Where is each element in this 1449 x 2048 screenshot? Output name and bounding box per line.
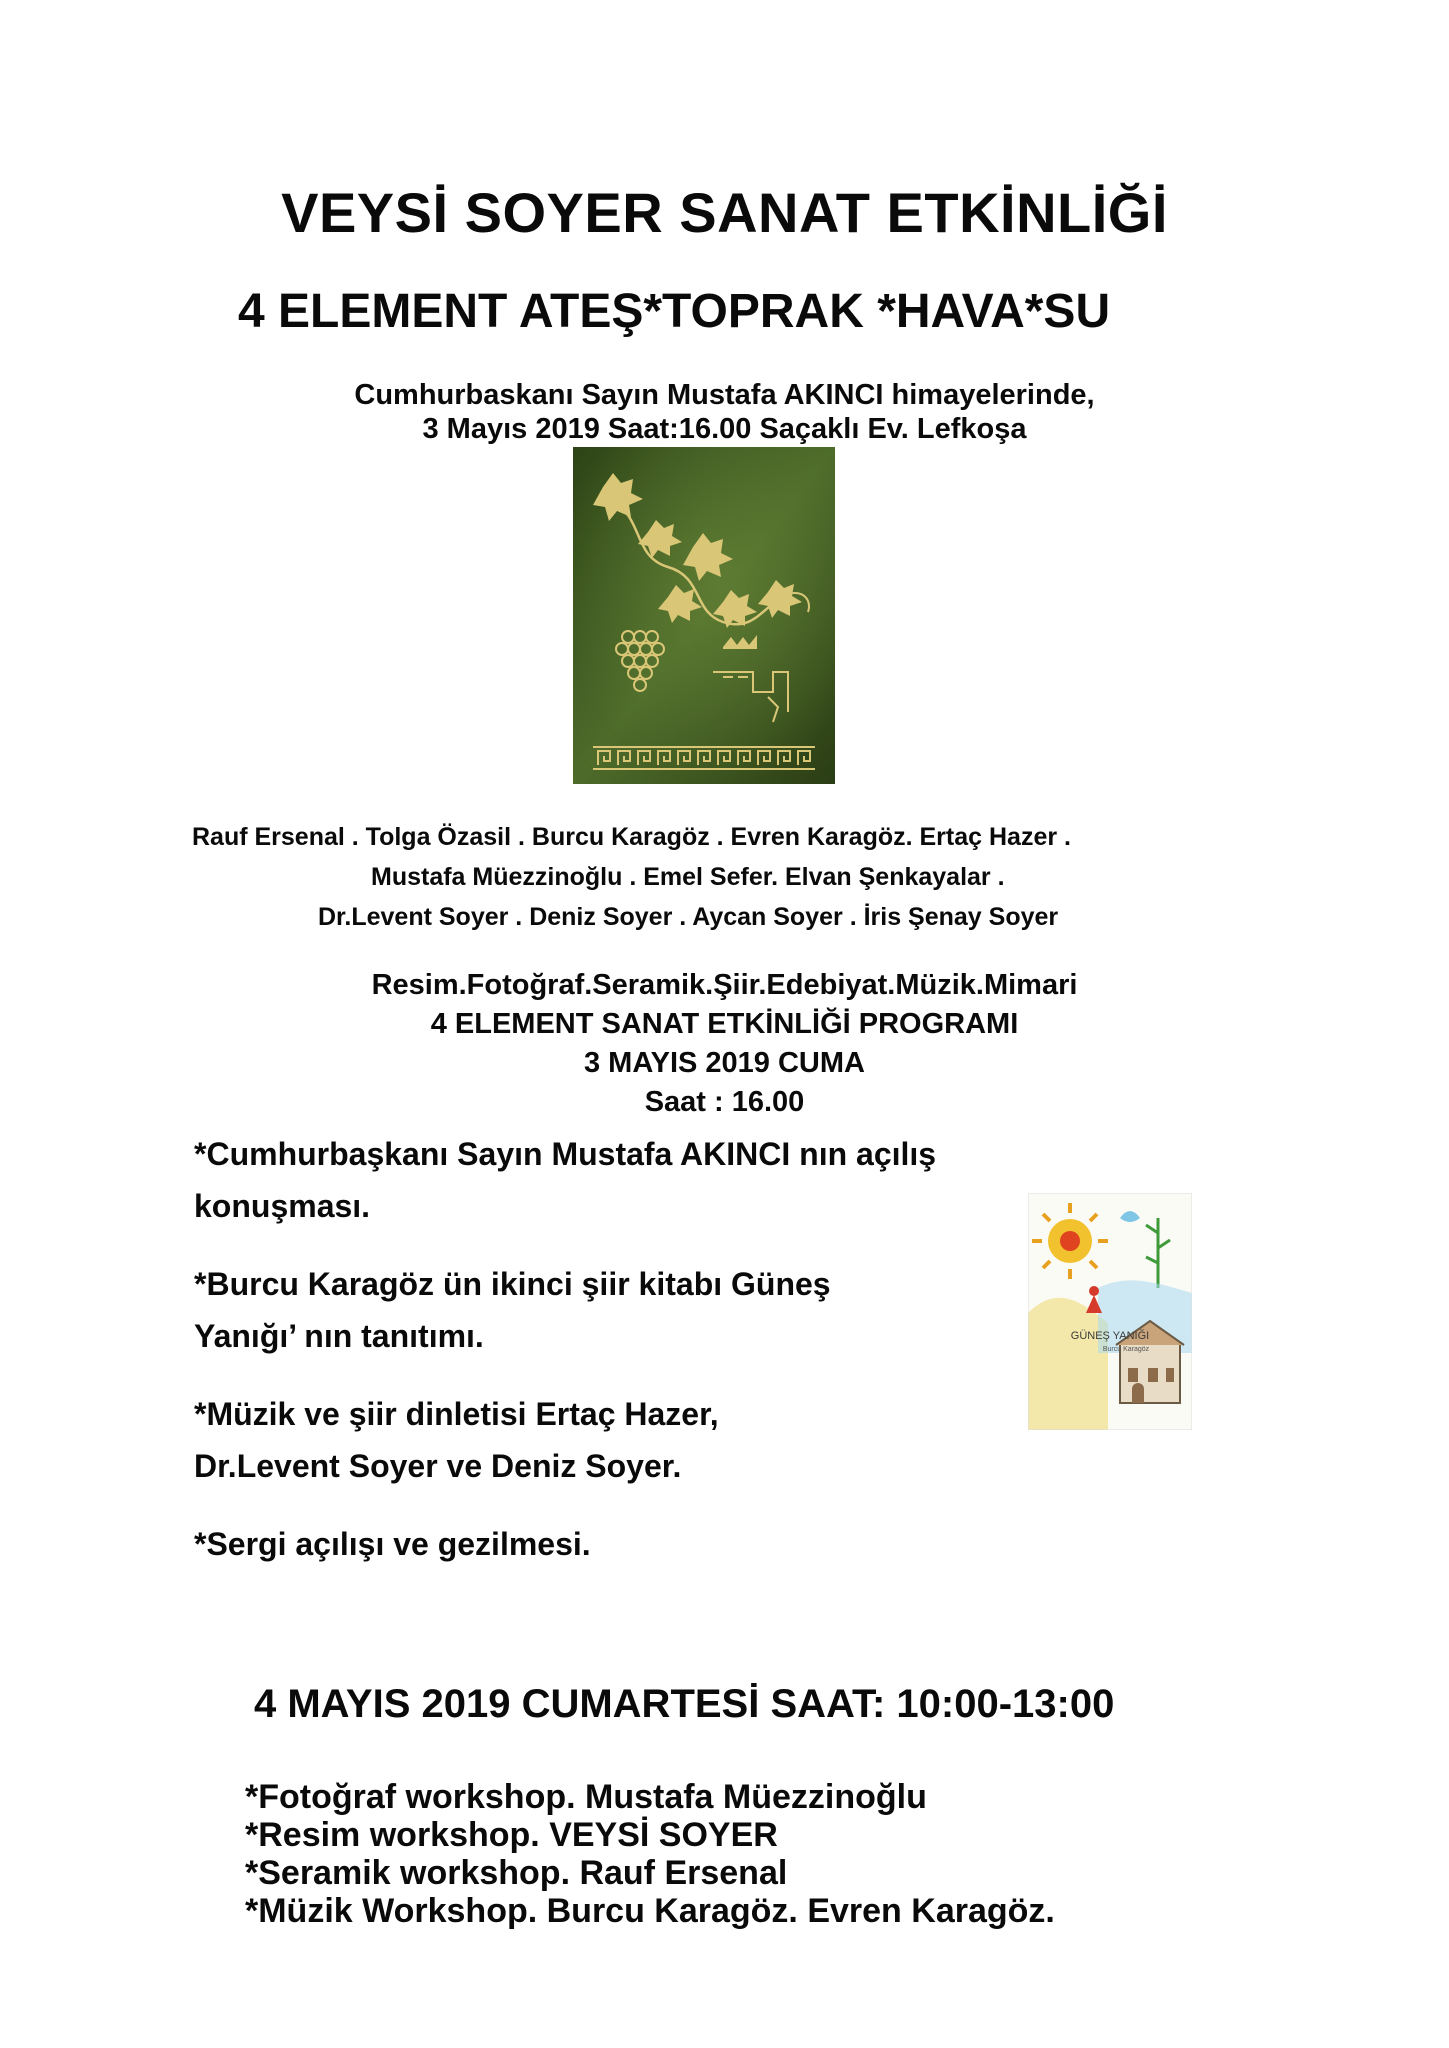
workshop-item: *Fotoğraf workshop. Mustafa Müezzinoğlu (245, 1778, 927, 1816)
artist-line-3: Dr.Levent Soyer . Deniz Soyer . Aycan Soyer . İris Şenay Soyer (318, 903, 1059, 931)
program-item: *Burcu Karagöz ün ikinci şiir kitabı Güneş (194, 1266, 831, 1302)
workshop-item: *Müzik Workshop. Burcu Karagöz. Evren Karagöz. (245, 1892, 1055, 1930)
program-item: konuşması. (194, 1188, 371, 1224)
disciplines: Resim.Fotoğraf.Seramik.Şiir.Edebiyat.Müzik.Mimari (371, 969, 1078, 1001)
program-item: Dr.Levent Soyer ve Deniz Soyer. (194, 1448, 682, 1484)
program-date: 3 MAYIS 2019 CUMA (584, 1047, 865, 1079)
grapevine-painting (573, 447, 835, 784)
book-cover-illustration (1028, 1193, 1192, 1430)
book-author: Burcu Karagöz (1102, 1346, 1150, 1353)
artist-line-1: Rauf Ersenal . Tolga Özasil . Burcu Karagöz . Evren Karagöz. Ertaç Hazer . (192, 823, 1071, 851)
date-venue-line: 3 Mayıs 2019 Saat:16.00 Saçaklı Ev. Lefkoşa (422, 413, 1027, 445)
program-item: *Müzik ve şiir dinletisi Ertaç Hazer, (194, 1396, 719, 1432)
event-subtitle: 4 ELEMENT ATEŞ*TOPRAK *HAVA*SU (238, 285, 1111, 338)
program-item: Yanığı’ nın tanıtımı. (194, 1318, 484, 1354)
program-item: *Cumhurbaşkanı Sayın Mustafa AKINCI nın açılış (194, 1136, 937, 1172)
patron-block (0, 378, 1449, 446)
program-item: *Sergi açılışı ve gezilmesi. (194, 1526, 591, 1562)
workshop-item: *Resim workshop. VEYSİ SOYER (245, 1816, 778, 1854)
book-title: GÜNEŞ YANIĞI (1070, 1330, 1150, 1342)
patron-line: Cumhurbaskanı Sayın Mustafa AKINCI himayelerinde, (354, 379, 1095, 411)
program-header (0, 966, 1449, 1122)
program-time: Saat : 16.00 (644, 1086, 805, 1118)
saturday-heading: 4 MAYIS 2019 CUMARTESİ SAAT: 10:00-13:00 (254, 1682, 1115, 1726)
workshop-item: *Seramik workshop. Rauf Ersenal (245, 1854, 788, 1892)
program-title: 4 ELEMENT SANAT ETKİNLİĞİ PROGRAMI (430, 1008, 1019, 1040)
workshop-list (245, 1778, 1055, 1930)
artist-line-2: Mustafa Müezzinoğlu . Emel Sefer. Elvan Şenkayalar . (371, 863, 1005, 891)
event-title: VEYSİ SOYER SANAT ETKİNLİĞİ (281, 181, 1168, 244)
